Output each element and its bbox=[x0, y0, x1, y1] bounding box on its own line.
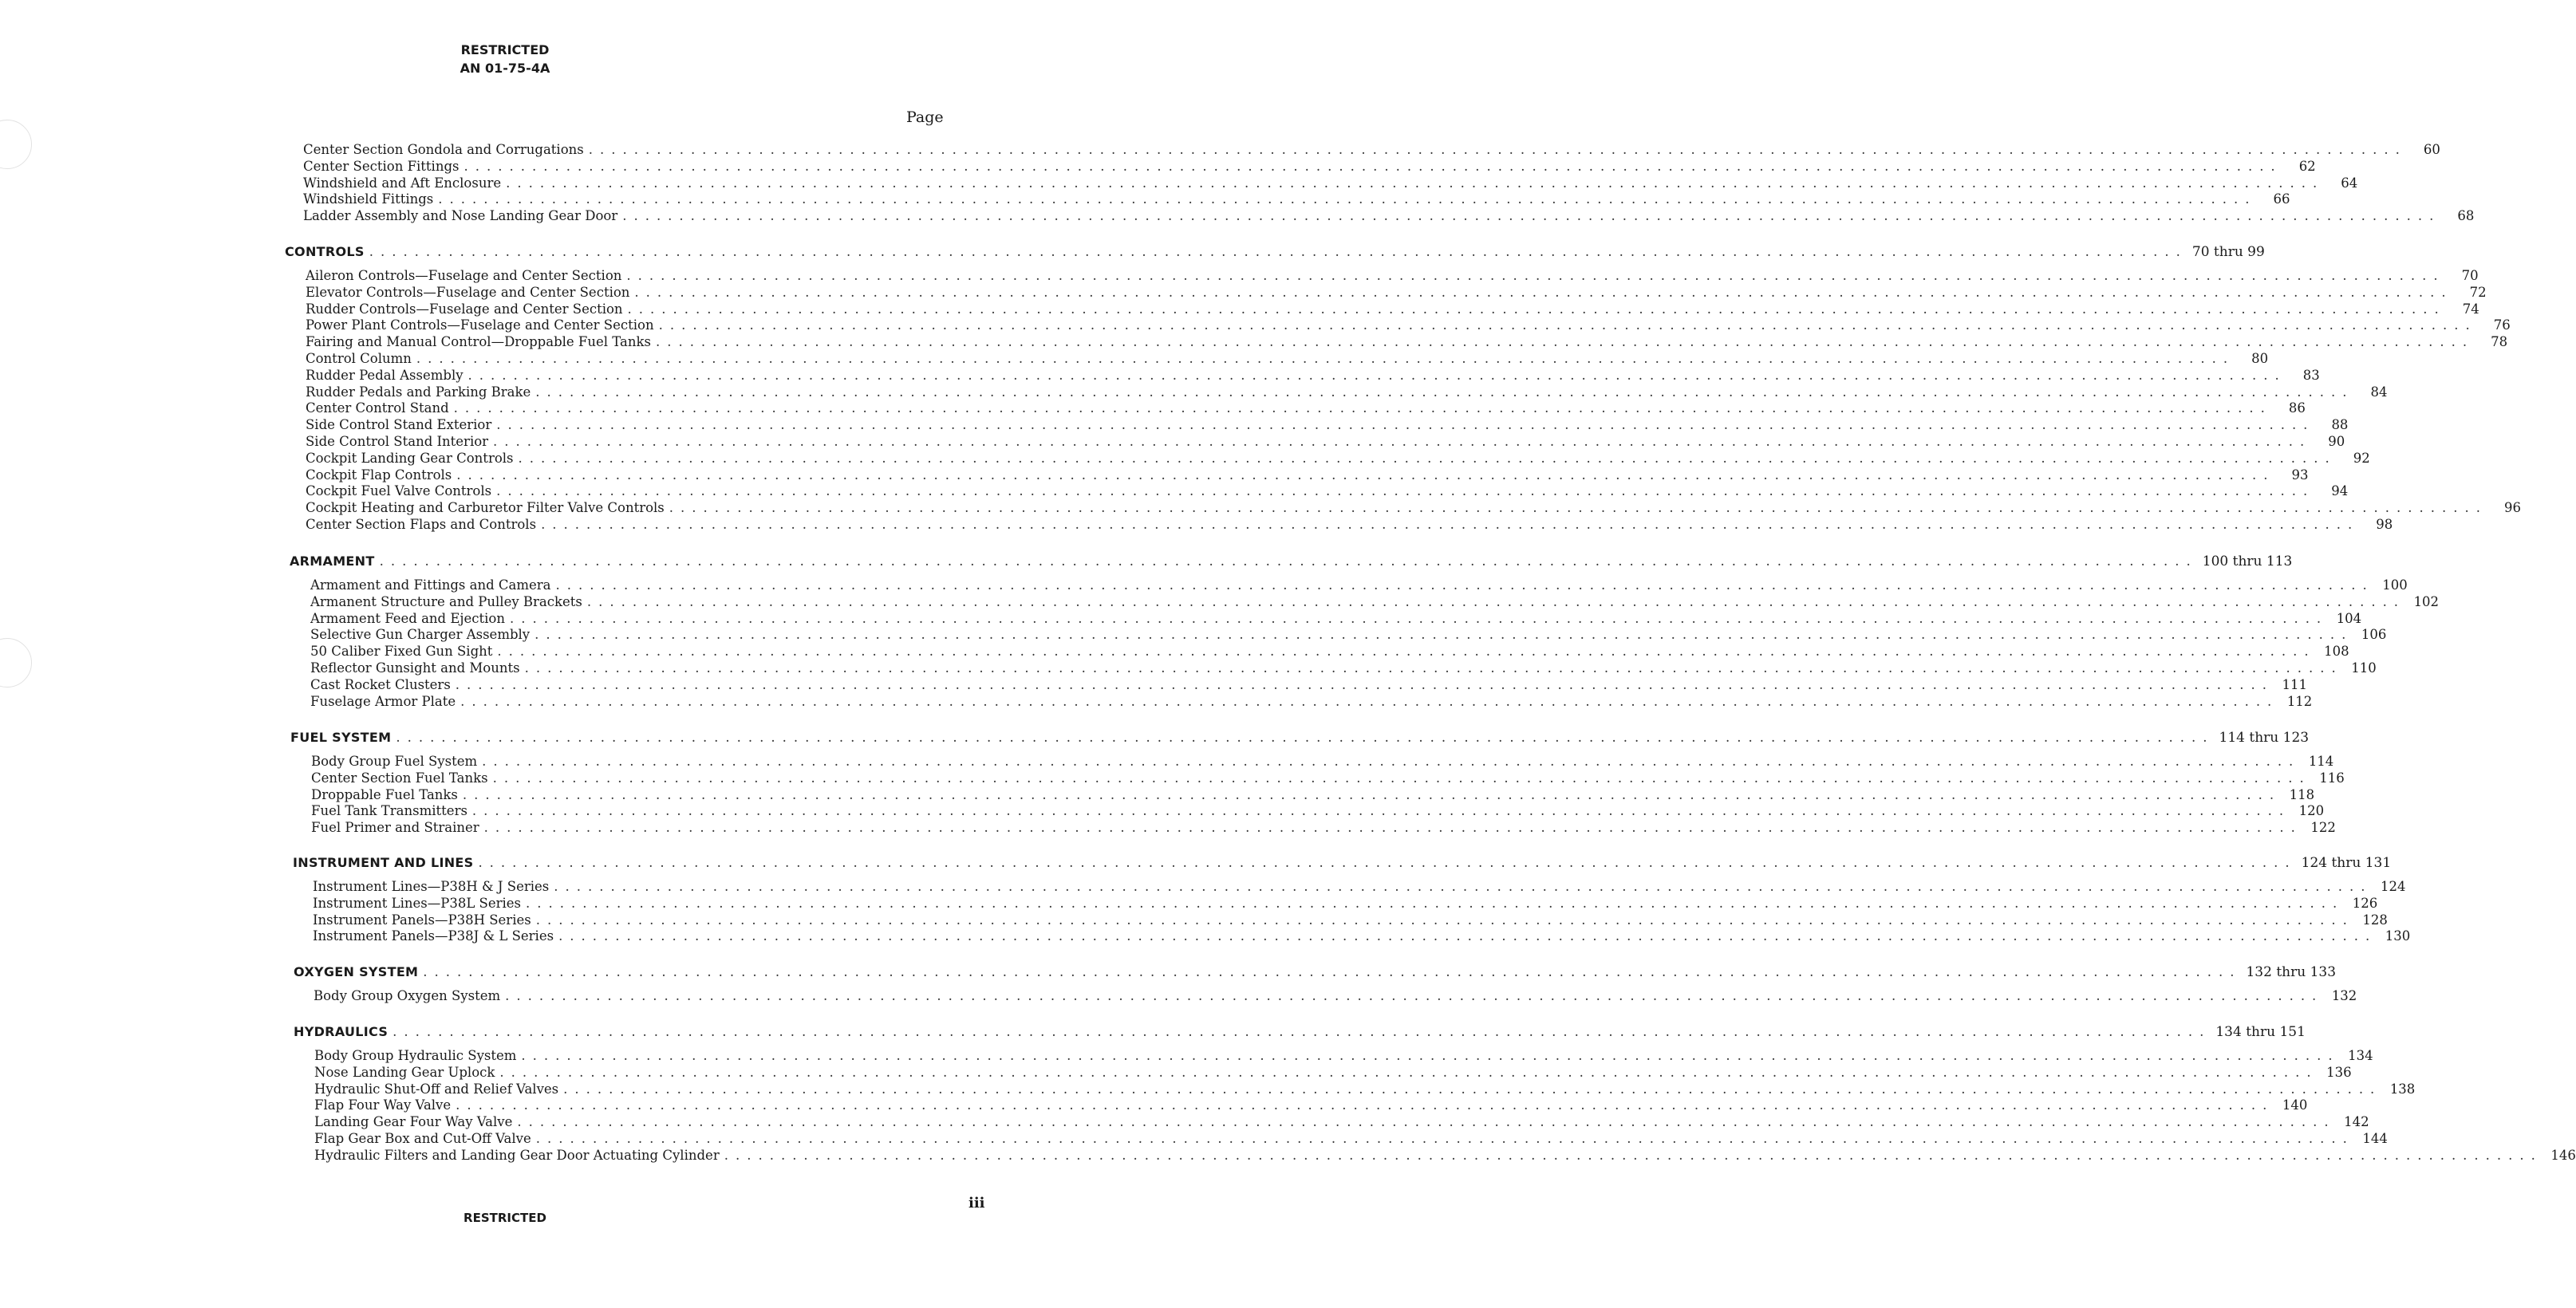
section-heading-page: 132 thru 133 bbox=[2246, 964, 2337, 980]
toc-entry-page: 108 bbox=[2324, 644, 2349, 660]
toc-entry bbox=[306, 349, 2269, 367]
toc-entry-page: 106 bbox=[2361, 627, 2387, 643]
toc-entry-page: 66 bbox=[2273, 191, 2290, 207]
leader-dots: ................................................................................................................................................................ bbox=[563, 1081, 2382, 1097]
leader-dots: ................................................................................................................................................................ bbox=[526, 895, 2345, 911]
toc-entry bbox=[313, 877, 2406, 895]
toc-entry bbox=[311, 818, 2336, 836]
leader-dots: ................................................................................................................................................................ bbox=[586, 593, 2406, 609]
leader-dots: ................................................................................................................................................................ bbox=[423, 964, 2242, 979]
section-heading-page: 70 thru 99 bbox=[2191, 244, 2265, 260]
toc-entry bbox=[306, 416, 2349, 433]
leader-dots: ................................................................................................................................................................ bbox=[483, 820, 2302, 836]
toc-entry-page: 80 bbox=[2251, 351, 2269, 366]
toc-entry bbox=[306, 283, 2487, 301]
toc-entry bbox=[303, 140, 2440, 158]
toc-entry bbox=[310, 642, 2349, 660]
toc-entry-label: Windshield and Aft Enclosure bbox=[303, 175, 502, 191]
toc-entry-page: 86 bbox=[2288, 400, 2306, 416]
section-heading-page: 124 thru 131 bbox=[2301, 855, 2392, 871]
leader-dots: ................................................................................................................................................................ bbox=[622, 208, 2441, 224]
toc-entry-label: Rudder Pedal Assembly bbox=[306, 367, 464, 383]
toc-entry-page: 138 bbox=[2389, 1081, 2416, 1097]
toc-entry bbox=[314, 1129, 2388, 1147]
toc-entry bbox=[311, 786, 2315, 803]
toc-entry bbox=[314, 1113, 2369, 1130]
leader-dots: ................................................................................................................................................................ bbox=[464, 158, 2282, 174]
leader-dots: ................................................................................................................................................................ bbox=[505, 988, 2324, 1003]
toc-entry bbox=[310, 576, 2408, 593]
section-heading-page: 134 thru 151 bbox=[2215, 1024, 2306, 1040]
toc-entry-page: 72 bbox=[2469, 284, 2487, 300]
toc-entry bbox=[310, 659, 2377, 676]
toc-entry-label: Selective Gun Charger Assembly bbox=[310, 627, 531, 643]
leader-dots: ................................................................................................................................................................ bbox=[655, 334, 2475, 350]
toc-entry bbox=[306, 383, 2388, 400]
toc-entry-label: 50 Caliber Fixed Gun Sight bbox=[310, 644, 493, 660]
toc-entry-page: 114 bbox=[2308, 754, 2334, 769]
toc-entry-label: Power Plant Controls—Fuselage and Center Section bbox=[306, 317, 654, 333]
toc-entry-page: 70 bbox=[2461, 268, 2479, 283]
section-heading-label: HYDRAULICS bbox=[294, 1024, 389, 1039]
toc-entry bbox=[313, 911, 2388, 928]
leader-dots: ................................................................................................................................................................ bbox=[456, 1097, 2274, 1113]
toc-entry bbox=[314, 1046, 2373, 1064]
leader-dots: ................................................................................................................................................................ bbox=[658, 317, 2477, 333]
toc-entry bbox=[306, 366, 2320, 384]
toc-entry-page: 142 bbox=[2344, 1114, 2369, 1130]
section-heading bbox=[290, 550, 2293, 569]
restricted-footer: RESTRICTED bbox=[464, 1211, 546, 1225]
toc-entry-label: Body Group Hydraulic System bbox=[314, 1048, 517, 1063]
toc-entry-label: Windshield Fittings bbox=[303, 191, 434, 207]
toc-entry-label: Hydraulic Shut-Off and Relief Valves bbox=[314, 1081, 559, 1097]
toc-entry-page: 116 bbox=[2319, 770, 2345, 786]
toc-entry-page: 112 bbox=[2286, 693, 2313, 709]
leader-dots: ................................................................................................................................................................ bbox=[460, 693, 2279, 709]
leader-dots: ................................................................................................................................................................ bbox=[453, 400, 2272, 416]
toc-entry bbox=[311, 752, 2334, 770]
toc-entry bbox=[306, 515, 2393, 533]
toc-entry bbox=[314, 1146, 2576, 1164]
toc-entry-label: Reflector Gunsight and Mounts bbox=[310, 660, 520, 676]
leader-dots: ................................................................................................................................................................ bbox=[496, 417, 2315, 433]
toc-entry-label: Cockpit Flap Controls bbox=[306, 467, 452, 483]
leader-dots: ................................................................................................................................................................ bbox=[393, 1024, 2211, 1039]
toc-entry-page: 134 bbox=[2348, 1048, 2373, 1063]
toc-entry-page: 130 bbox=[2385, 928, 2411, 944]
toc-entry-label: Landing Gear Four Way Valve bbox=[314, 1114, 513, 1130]
leader-dots: ................................................................................................................................................................ bbox=[524, 660, 2343, 676]
toc-entry bbox=[314, 1080, 2416, 1097]
toc-entry bbox=[314, 1096, 2308, 1113]
leader-dots: ................................................................................................................................................................ bbox=[626, 268, 2445, 283]
leader-dots: ................................................................................................................................................................ bbox=[535, 384, 2354, 400]
toc-entry bbox=[306, 466, 2309, 483]
leader-dots: ................................................................................................................................................................ bbox=[478, 855, 2297, 870]
section-heading-page: 114 thru 123 bbox=[2219, 730, 2310, 746]
toc-entry-page: 93 bbox=[2291, 467, 2309, 483]
leader-dots: ................................................................................................................................................................ bbox=[517, 1114, 2336, 1130]
toc-entry-label: Fuel Tank Transmitters bbox=[311, 803, 467, 819]
toc-entry bbox=[303, 207, 2475, 224]
toc-entry-page: 96 bbox=[2503, 500, 2521, 516]
toc-entry-label: Center Section Flaps and Controls bbox=[306, 517, 537, 532]
toc-entry bbox=[306, 498, 2521, 516]
toc-entry-label: Center Control Stand bbox=[306, 400, 449, 416]
toc-entry-label: Rudder Pedals and Parking Brake bbox=[306, 384, 531, 400]
leader-dots: ................................................................................................................................................................ bbox=[535, 1131, 2354, 1146]
section-heading-label: INSTRUMENT AND LINES bbox=[293, 855, 474, 870]
toc-entry-label: Instrument Lines—P38L Series bbox=[313, 895, 522, 911]
toc-entry-page: 83 bbox=[2302, 367, 2320, 383]
toc-entry-page: 98 bbox=[2376, 517, 2393, 532]
toc-entry-label: Cockpit Fuel Valve Controls bbox=[306, 483, 492, 499]
toc-entry-page: 118 bbox=[2289, 786, 2315, 802]
toc-entry-label: Instrument Panels—P38H Series bbox=[313, 912, 531, 928]
toc-entry-page: 136 bbox=[2326, 1064, 2352, 1080]
toc-entry bbox=[314, 987, 2357, 1004]
toc-entry-page: 102 bbox=[2413, 593, 2440, 609]
toc-entry-page: 92 bbox=[2353, 450, 2370, 466]
page-number: iii bbox=[968, 1195, 985, 1211]
toc-entry-label: Flap Four Way Valve bbox=[314, 1097, 452, 1113]
section-heading-label: OXYGEN SYSTEM bbox=[294, 964, 419, 979]
toc-entry-page: 84 bbox=[2370, 384, 2388, 400]
toc-entry-page: 132 bbox=[2331, 988, 2357, 1003]
section-heading bbox=[290, 727, 2310, 746]
toc-entry bbox=[310, 676, 2307, 693]
toc-entry-label: Control Column bbox=[306, 351, 412, 366]
toc-entry bbox=[311, 769, 2345, 786]
leader-dots: ................................................................................................................................................................ bbox=[535, 627, 2353, 643]
section-heading-label: ARMAMENT bbox=[290, 554, 375, 569]
toc-entry-label: Armament and Fittings and Camera bbox=[310, 577, 551, 593]
leader-dots: ................................................................................................................................................................ bbox=[555, 577, 2374, 593]
leader-dots: ................................................................................................................................................................ bbox=[669, 500, 2487, 516]
leader-dots: ................................................................................................................................................................ bbox=[535, 912, 2354, 928]
toc-entry bbox=[306, 316, 2511, 333]
toc-entry bbox=[310, 625, 2387, 643]
toc-entry-page: 144 bbox=[2362, 1131, 2388, 1146]
leader-dots: ................................................................................................................................................................ bbox=[554, 879, 2373, 894]
toc-entry-label: Armanent Structure and Pulley Brackets bbox=[310, 593, 582, 609]
toc-entry-page: 76 bbox=[2493, 317, 2511, 333]
toc-entry-page: 68 bbox=[2457, 208, 2475, 224]
toc-entry bbox=[306, 449, 2370, 467]
toc-entry-page: 126 bbox=[2352, 895, 2378, 911]
toc-entry-label: Elevator Controls—Fuselage and Center Section bbox=[306, 284, 630, 300]
toc-entry-label: Fuel Primer and Strainer bbox=[311, 820, 479, 836]
toc-entry-label: Body Group Oxygen System bbox=[314, 988, 501, 1003]
toc-entry-page: 88 bbox=[2331, 417, 2349, 433]
leader-dots: ................................................................................................................................................................ bbox=[558, 928, 2377, 944]
document-number: AN 01-75-4A bbox=[460, 61, 550, 76]
toc-entry bbox=[306, 432, 2345, 450]
toc-entry bbox=[306, 482, 2349, 499]
toc-entry bbox=[306, 266, 2479, 284]
toc-entry bbox=[314, 1063, 2352, 1081]
toc-entry-page: 122 bbox=[2310, 820, 2336, 836]
leader-dots: ................................................................................................................................................................ bbox=[521, 1048, 2340, 1063]
leader-dots: ................................................................................................................................................................ bbox=[499, 1064, 2318, 1080]
leader-dots: ................................................................................................................................................................ bbox=[493, 434, 2312, 449]
toc-entry-label: Side Control Stand Exterior bbox=[306, 417, 492, 433]
toc-entry bbox=[313, 927, 2411, 944]
leader-dots: ................................................................................................................................................................ bbox=[482, 754, 2301, 769]
toc-entry-page: 120 bbox=[2298, 803, 2325, 819]
toc-entry bbox=[303, 174, 2358, 191]
leader-dots: ................................................................................................................................................................ bbox=[634, 284, 2453, 300]
toc-entry-page: 94 bbox=[2331, 483, 2349, 499]
toc-entry-page: 128 bbox=[2362, 912, 2388, 928]
toc-entry-label: Cockpit Heating and Carburetor Filter Valve Controls bbox=[306, 500, 665, 516]
toc-entry-page: 146 bbox=[2550, 1147, 2576, 1163]
toc-entry-label: Cast Rocket Clusters bbox=[310, 676, 451, 692]
toc-entry-label: Fuselage Armor Plate bbox=[310, 693, 456, 709]
leader-dots: ................................................................................................................................................................ bbox=[510, 610, 2329, 626]
restricted-header: RESTRICTED bbox=[460, 42, 550, 57]
leader-dots: ................................................................................................................................................................ bbox=[627, 301, 2446, 317]
toc-entry-page: 100 bbox=[2382, 577, 2408, 593]
toc-entry-page: 62 bbox=[2298, 158, 2316, 174]
section-heading bbox=[285, 241, 2265, 260]
toc-entry bbox=[306, 399, 2306, 416]
toc-entry-label: Flap Gear Box and Cut-Off Valve bbox=[314, 1131, 531, 1146]
section-heading bbox=[293, 852, 2392, 871]
toc-entry bbox=[310, 593, 2440, 610]
leader-dots: ................................................................................................................................................................ bbox=[455, 676, 2274, 692]
toc-entry-label: Center Section Fittings bbox=[303, 158, 460, 174]
toc-entry bbox=[313, 894, 2378, 912]
leader-dots: ................................................................................................................................................................ bbox=[456, 467, 2275, 483]
section-heading-page: 100 thru 113 bbox=[2202, 554, 2293, 569]
toc-entry-label: Fairing and Manual Control—Droppable Fuel Tanks bbox=[306, 334, 651, 350]
section-heading bbox=[294, 1021, 2306, 1040]
leader-dots: ................................................................................................................................................................ bbox=[416, 351, 2235, 366]
toc-entry bbox=[310, 692, 2313, 710]
toc-entry bbox=[303, 157, 2316, 175]
toc-entry-page: 90 bbox=[2328, 434, 2345, 449]
leader-dots: ................................................................................................................................................................ bbox=[396, 730, 2215, 745]
leader-dots: ................................................................................................................................................................ bbox=[541, 517, 2360, 532]
toc-entry-page: 104 bbox=[2336, 610, 2362, 626]
leader-dots: ................................................................................................................................................................ bbox=[588, 142, 2407, 157]
leader-dots: ................................................................................................................................................................ bbox=[497, 644, 2316, 660]
toc-entry bbox=[311, 802, 2325, 819]
toc-entry-label: Instrument Lines—P38H & J Series bbox=[313, 879, 550, 894]
toc-entry-label: Ladder Assembly and Nose Landing Gear Door bbox=[303, 208, 618, 224]
toc-entry-label: Armament Feed and Ejection bbox=[310, 610, 505, 626]
toc-entry bbox=[303, 190, 2290, 207]
section-heading-label: FUEL SYSTEM bbox=[290, 730, 392, 745]
toc-entry-label: Cockpit Landing Gear Controls bbox=[306, 450, 514, 466]
toc-entry bbox=[306, 300, 2479, 317]
toc-entry-label: Side Control Stand Interior bbox=[306, 434, 489, 449]
leader-dots: ................................................................................................................................................................ bbox=[438, 191, 2257, 207]
section-heading-label: CONTROLS bbox=[285, 244, 365, 259]
page-column-label: Page bbox=[906, 108, 944, 126]
toc-entry-label: Nose Landing Gear Uplock bbox=[314, 1064, 495, 1080]
leader-dots: ................................................................................................................................................................ bbox=[379, 554, 2198, 569]
section-heading bbox=[294, 961, 2337, 980]
toc-entry-page: 74 bbox=[2462, 301, 2479, 317]
leader-dots: ................................................................................................................................................................ bbox=[492, 770, 2311, 786]
leader-dots: ................................................................................................................................................................ bbox=[471, 803, 2291, 819]
toc-entry-label: Rudder Controls—Fuselage and Center Section bbox=[306, 301, 623, 317]
leader-dots: ................................................................................................................................................................ bbox=[462, 786, 2282, 802]
toc-entry bbox=[310, 609, 2362, 627]
toc-entry-page: 124 bbox=[2380, 879, 2406, 894]
leader-dots: ................................................................................................................................................................ bbox=[518, 450, 2337, 466]
leader-dots: ................................................................................................................................................................ bbox=[506, 175, 2325, 191]
toc-entry-label: Droppable Fuel Tanks bbox=[311, 786, 458, 802]
toc-entry-label: Center Section Fuel Tanks bbox=[311, 770, 488, 786]
toc-entry-page: 78 bbox=[2491, 334, 2508, 350]
toc-entry-page: 60 bbox=[2423, 142, 2440, 157]
toc-entry-label: Body Group Fuel System bbox=[311, 754, 478, 769]
toc-entry-page: 140 bbox=[2282, 1097, 2308, 1113]
toc-entry-label: Center Section Gondola and Corrugations bbox=[303, 142, 584, 157]
toc-entry-page: 111 bbox=[2282, 676, 2307, 692]
leader-dots: ................................................................................................................................................................ bbox=[467, 367, 2286, 383]
toc-entry bbox=[306, 333, 2508, 350]
toc-entry-page: 110 bbox=[2351, 660, 2377, 676]
leader-dots: ................................................................................................................................................................ bbox=[496, 483, 2315, 499]
toc-entry-page: 64 bbox=[2341, 175, 2358, 191]
toc-entry-label: Hydraulic Filters and Landing Gear Door Actuating Cylinder bbox=[314, 1147, 720, 1163]
leader-dots: ................................................................................................................................................................ bbox=[724, 1147, 2542, 1163]
toc-entry-label: Aileron Controls—Fuselage and Center Section bbox=[306, 268, 622, 283]
leader-dots: ................................................................................................................................................................ bbox=[369, 244, 2187, 259]
toc-entry-label: Instrument Panels—P38J & L Series bbox=[313, 928, 554, 944]
